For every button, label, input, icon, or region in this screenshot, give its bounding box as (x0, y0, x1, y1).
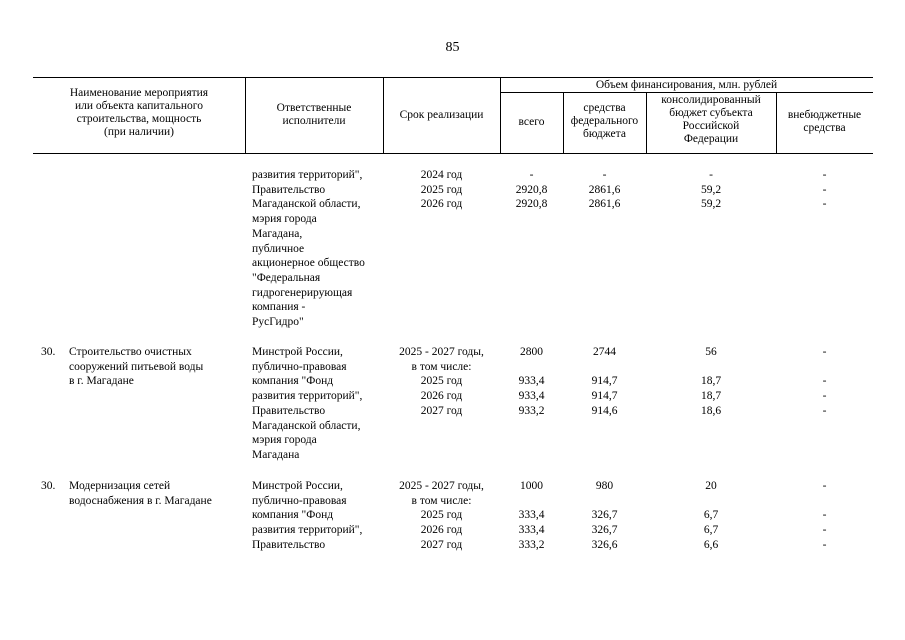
row-period: 2025 - 2027 годы, в том числе: 2025 год 2026 год 2027 год (399, 346, 484, 417)
row-regional: 20 6,7 6,7 6,6 (703, 480, 719, 551)
row-federal: - 2861,6 2861,6 (588, 169, 621, 211)
row-total: 1000 333,4 333,4 333,2 (518, 480, 545, 551)
header-extra: внебюджетные средства (787, 109, 862, 134)
header-period: Срок реализации (399, 109, 484, 121)
row-number: 30. (41, 346, 56, 358)
page-number: 85 (445, 40, 460, 55)
row-name: Строительство очистных сооружений питьевой воды в г. Магадане (69, 346, 204, 388)
row-federal: 980 326,7 326,7 326,6 (591, 480, 618, 551)
header-regional: консолидированный бюджет субъекта Российской Федерации (661, 94, 761, 145)
row-extra: - - - - (822, 346, 827, 417)
row-federal: 2744 914,7 914,7 914,6 (591, 346, 618, 417)
row-executors: развития территорий", Правительство Магаданской области, мэрия города Магадана, публичное акционерное общество "Федеральная гидрогенерирующая компания - РусГидро" (252, 169, 365, 329)
row-total: 2800 933,4 933,4 933,2 (518, 346, 545, 417)
header-executors: Ответственные исполнители (276, 102, 352, 127)
row-executors: Минстрой России, публично-правовая компания "Фонд развития территорий", Правительство Магаданской области, мэрия города Магадана (252, 346, 363, 461)
row-total: - 2920,8 2920,8 (515, 169, 548, 211)
row-number: 30. (41, 480, 56, 492)
header-bottom-rule (33, 153, 873, 154)
row-executors: Минстрой России, публично-правовая компания "Фонд развития территорий", Правительство (252, 480, 363, 551)
row-regional: 56 18,7 18,7 18,6 (700, 346, 722, 417)
row-period: 2025 - 2027 годы, в том числе: 2025 год 2026 год 2027 год (399, 480, 484, 551)
row-regional: - 59,2 59,2 (700, 169, 722, 211)
header-funding: Объем финансирования, млн. рублей (595, 79, 778, 91)
header-name: Наименование мероприятия или объекта капитального строительства, мощность (при наличии) (69, 87, 209, 138)
row-name: Модернизация сетей водоснабжения в г. Магадане (69, 480, 212, 507)
header-federal: средства федерального бюджета (570, 102, 639, 140)
row-extra: - - - - (822, 480, 827, 551)
funding-header-rule (500, 92, 873, 93)
row-period: 2024 год 2025 год 2026 год (420, 169, 463, 211)
row-extra: - - - (822, 169, 827, 211)
header-total: всего (518, 116, 545, 128)
table-top-rule (33, 77, 873, 78)
